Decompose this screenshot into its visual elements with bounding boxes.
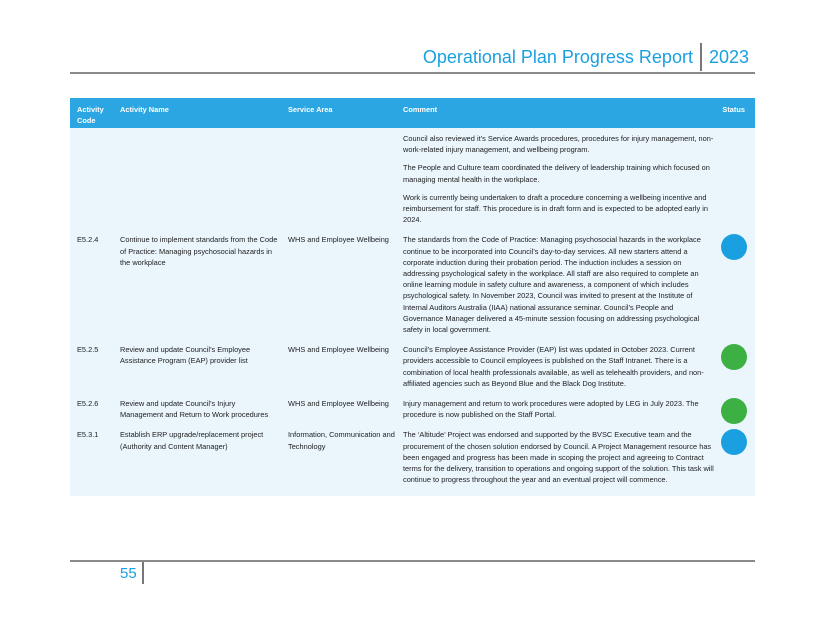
header-rule	[70, 72, 755, 74]
service-area: WHS and Employee Wellbeing	[288, 345, 389, 355]
table-row	[70, 344, 755, 396]
table-row	[70, 429, 755, 492]
activity-comment: The standards from the Code of Practice: Managing psychosocial hazards in the workplace continue to be incorporated into Council’s day-to-day services. All new starters attend a corporate induction during their probation period. The induction includes a session on addressing psychological safety in the workplace. All staff are also required to complete an online learning module in safety culture and awareness, a component of which includes psychological safety. In November 2023, Council was invited to present at the Institute of Internal Auditors Australia (IIAA) national assurance seminar. Council’s People and Governance Manager delivered a 45-minute session focusing on addressing psychological safety in local government.	[403, 235, 701, 335]
status-indicator-icon	[721, 344, 747, 370]
comment-paragraph: The People and Culture team coordinated the delivery of leadership training which focused on managing mental health in the workplace.	[403, 163, 710, 184]
activity-comment: The ‘Altitude’ Project was endorsed and supported by the BVSC Executive team and the procurement of the chosen solution endorsed by Council. A Project Management resource has been engaged and progress has been made in scoping the project and agreeing to Contract terms for the delivery, transition to operations and ongoing support of the solution. This task will continue to progress throughout the year and an eventual project will commence.	[403, 430, 714, 485]
activity-name: Review and update Council’s Employee Assistance Program (EAP) provider list	[120, 345, 251, 366]
status-indicator-icon	[721, 429, 747, 455]
col-activity-name: Activity Name	[120, 105, 169, 114]
col-status: Status	[722, 105, 745, 114]
activity-code: E5.2.6	[77, 399, 99, 409]
activity-code: E5.3.1	[77, 430, 99, 440]
activity-name: Establish ERP upgrade/replacement project (Authority and Content Manager)	[120, 430, 264, 451]
comment-paragraph: Work is currently being undertaken to draft a procedure concerning a wellbeing incentive and reimbursement for staff. This procedure is in draft form and is expected to be adopted early in 2024.	[403, 192, 708, 225]
activity-code: E5.2.4	[77, 235, 99, 245]
footer-rule	[70, 560, 755, 562]
activity-comment: Council’s Employee Assistance Provider (EAP) list was updated in October 2023. Current providers accessible to Council employees is published on the Staff Intranet. There is a combination of local health professionals available, as well as telehealth providers, and non-affiliated agencies such as Beyond Blue and the Black Dog Institute.	[403, 345, 704, 388]
table-body	[70, 128, 755, 496]
table-row	[70, 234, 755, 342]
report-title: Operational Plan Progress Report	[422, 46, 693, 67]
service-area: Information, Communication and Technology	[288, 430, 395, 451]
report-year: 2023	[708, 46, 749, 67]
col-service-area: Service Area	[288, 105, 333, 114]
table-header	[70, 98, 755, 128]
activity-code: E5.2.5	[77, 345, 99, 355]
activity-comment: Injury management and return to work procedures were adopted by LEG in July 2023. The procedure is now published on the Staff Portal.	[403, 399, 699, 420]
table-row	[70, 398, 755, 427]
col-activity-code: Activity Code	[77, 105, 104, 126]
page-number: 55	[120, 565, 137, 582]
status-indicator-icon	[721, 398, 747, 424]
progress-table	[70, 98, 755, 496]
page-separator	[142, 562, 144, 584]
continuation-row	[70, 128, 755, 232]
comment-paragraph: Council also reviewed it’s Service Awards procedures, procedures for injury management, non-work-related injury management, and wellbeing program.	[403, 134, 714, 155]
report-header	[423, 44, 749, 70]
service-area: WHS and Employee Wellbeing	[288, 235, 389, 245]
col-comment: Comment	[403, 105, 438, 114]
status-indicator-icon	[721, 234, 747, 260]
activity-name: Continue to implement standards from the Code of Practice: Managing psychosocial hazards in the workplace	[120, 235, 278, 267]
activity-name: Review and update Council’s Injury Management and Return to Work procedures	[120, 399, 269, 420]
service-area: WHS and Employee Wellbeing	[288, 399, 389, 409]
